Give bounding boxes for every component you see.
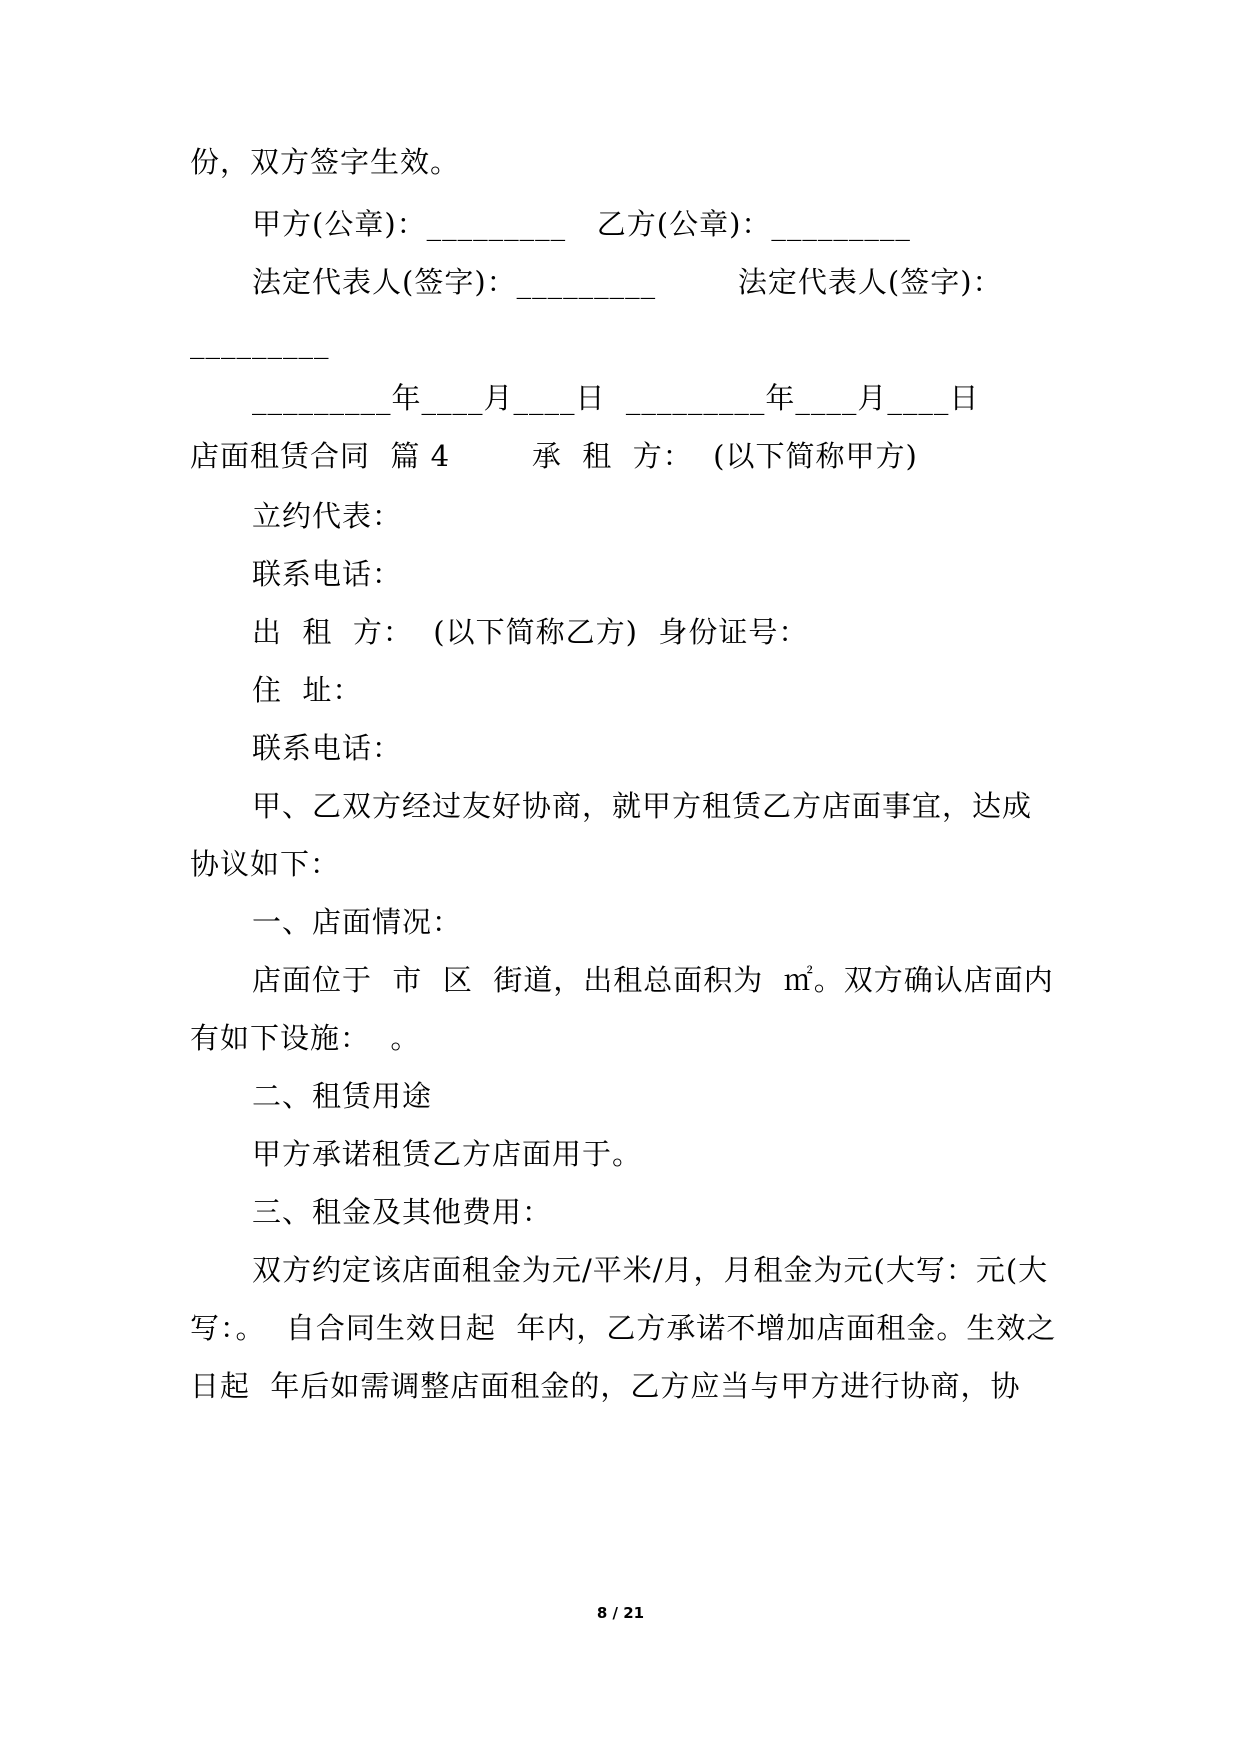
text-line: 写：。 自合同生效日起 年内，乙方承诺不增加店面租金。生效之 [190,1311,1057,1345]
party-seal-line: 甲方(公章)：_________ 乙方(公章)：_________ [252,207,911,241]
date-line: _________年____月____日 _________年____月____日 [252,381,980,415]
text-line: 甲方承诺租赁乙方店面用于。 [252,1137,643,1171]
legal-rep-signature-line: 法定代表人(签字)：_________ 法定代表人(签字)： [252,265,1003,299]
section-heading: 二、租赁用途 [252,1079,433,1113]
text-line: 住 址： [252,673,363,707]
text-line: 份，双方签字生效。 [190,145,461,179]
section-heading: 一、店面情况： [252,905,463,939]
text-line: 协议如下： [190,847,341,881]
text-line: 联系电话： [252,731,403,765]
text-line: 出 租 方： (以下简称乙方) 身份证号： [252,615,809,649]
section-heading: 三、租金及其他费用： [252,1195,553,1229]
contract-heading: 店面租赁合同 篇 4 承 租 方： (以下简称甲方) [190,439,918,473]
text-line: 有如下设施： 。 [190,1021,421,1055]
text-line: _________ [190,325,330,359]
text-line: 甲、乙双方经过友好协商，就甲方租赁乙方店面事宜，达成 [252,789,1033,823]
page-number: 8 / 21 [596,1604,645,1622]
text-line: 店面位于 市 区 街道，出租总面积为 ㎡。双方确认店面内 [252,963,1054,997]
text-line: 联系电话： [252,557,403,591]
text-line: 双方约定该店面租金为元/平米/月，月租金为元(大写：元(大 [252,1253,1049,1287]
text-line: 立约代表： [252,499,403,533]
text-line: 日起 年后如需调整店面租金的，乙方应当与甲方进行协商，协 [190,1369,1021,1403]
